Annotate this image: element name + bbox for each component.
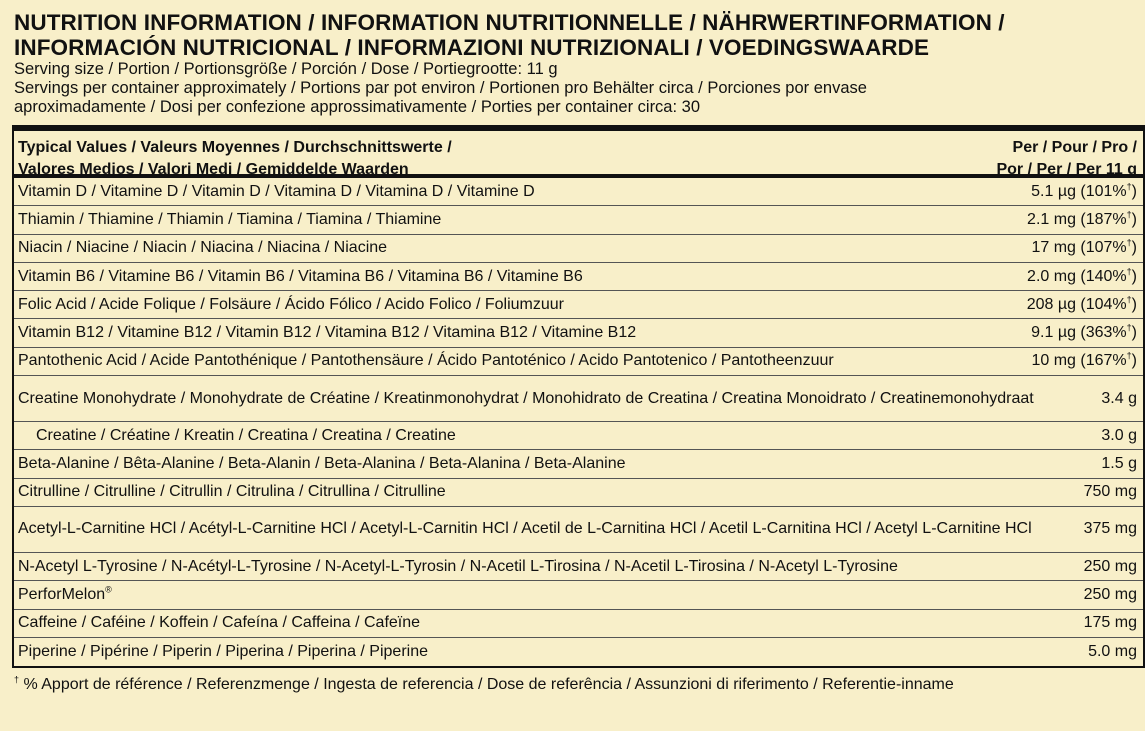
nutrient-name [18, 211, 1017, 229]
header-right-line-1: Per / Pour / Pro / [1012, 139, 1137, 156]
nutrient-name-text: Niacin / Niacine / Niacin / Niacina / Niacina / Niacine [18, 239, 388, 257]
servings-per-container-1: Servings per container approximately / Portions par pot environ / Portionen pro Behälter circa / Porciones por envase [14, 79, 867, 97]
table-row [14, 553, 1143, 581]
header-typical-values [18, 137, 452, 181]
nutrient-value [1021, 324, 1137, 342]
nutrient-name [18, 558, 1074, 576]
closing-paren: ) [1131, 239, 1137, 257]
nutrient-amount: 175 mg [1083, 614, 1137, 632]
nutrient-amount: 3.0 g [1101, 426, 1137, 444]
nutrient-amount: 2.1 mg (187% [1027, 210, 1127, 228]
nutrient-name [18, 455, 1091, 473]
nutrient-amount: 250 mg [1083, 585, 1137, 603]
nutrient-value [1091, 427, 1137, 445]
nutrient-value [1091, 455, 1137, 473]
header-left-line-2: Valores Medios / Valori Medi / Gemiddelde Waarden [18, 161, 409, 178]
table-body [14, 178, 1143, 666]
nutrient-value [1078, 643, 1137, 661]
nutrient-value [1021, 352, 1137, 370]
nutrient-name-text: Pantothenic Acid / Acide Pantothénique / Pantothensäure / Ácido Pantoténico / Acido Pantotenico / Pantotheenzuur [18, 352, 834, 370]
table-row [14, 581, 1143, 609]
nutrient-amount: 3.4 g [1101, 389, 1137, 407]
nutrient-name [18, 296, 1017, 314]
nutrient-name [18, 614, 1074, 632]
table-row [14, 291, 1143, 319]
table-row [14, 235, 1143, 263]
table-row [14, 507, 1143, 553]
nutrient-value [1017, 268, 1137, 286]
nutrient-value [1074, 520, 1137, 538]
nutrient-value [1091, 390, 1137, 408]
nutrient-name-text: Citrulline / Citrulline / Citrullin / Citrulina / Citrullina / Citrulline [18, 483, 446, 501]
nutrient-name [18, 586, 1074, 604]
closing-paren: ) [1131, 352, 1137, 370]
footnote [14, 676, 1131, 694]
closing-paren: ) [1131, 267, 1137, 285]
reference-mark: † [1126, 181, 1132, 192]
nutrient-value [1074, 483, 1137, 501]
table-row [14, 319, 1143, 347]
servings-per-container-2: aproximadamente / Dosi per confezione approssimativamente / Porties per container circa: 30 [14, 98, 701, 116]
table-row [14, 479, 1143, 507]
reference-mark: † [1126, 322, 1132, 333]
reference-mark: † [1126, 237, 1132, 248]
table-row [14, 610, 1143, 638]
footnote-mark: † [14, 674, 20, 685]
nutrient-name-text: Caffeine / Caféine / Koffein / Cafeína / Caffeina / Cafeïne [18, 614, 421, 632]
nutrient-name [18, 427, 1091, 445]
nutrient-name [18, 520, 1074, 538]
nutrient-name-text: Thiamin / Thiamine / Thiamin / Tiamina / Tiamina / Thiamine [18, 210, 442, 228]
nutrient-name [18, 183, 1021, 201]
nutrient-name-text: Acetyl-L-Carnitine HCl / Acétyl-L-Carnitine HCl / Acetyl-L-Carnitin HCl / Acetil de L-Carnitina HCl / Acetil L-Carnitina HCl / Acetyl L-Carnitine HCl [18, 520, 1032, 538]
nutrient-amount: 17 mg (107% [1031, 239, 1127, 257]
closing-paren: ) [1131, 324, 1137, 342]
nutrient-name-text: Piperine / Pipérine / Piperin / Piperina / Piperina / Piperine [18, 643, 428, 660]
title-line-1: NUTRITION INFORMATION / INFORMATION NUTRITIONNELLE / NÄHRWERTINFORMATION / [14, 10, 1005, 35]
nutrient-name-text: Vitamin B6 / Vitamine B6 / Vitamin B6 / Vitamina B6 / Vitamina B6 / Vitamine B6 [18, 267, 583, 285]
nutrient-amount: 750 mg [1083, 483, 1137, 501]
header-right-line-2: Por / Per / Per 11 g [996, 161, 1137, 178]
nutrient-name-text: N-Acetyl L-Tyrosine / N-Acétyl-L-Tyrosine / N-Acetyl-L-Tyrosin / N-Acetil L-Tirosina / N-Acetil L-Tirosina / N-Acetyl L-Tyrosine [18, 557, 898, 575]
nutrient-name-text: Beta-Alanine / Bêta-Alanine / Beta-Alanin / Beta-Alanina / Beta-Alanina / Beta-Alanine [18, 455, 626, 473]
header-per-serving [996, 137, 1137, 181]
nutrient-value [1017, 296, 1137, 314]
closing-paren: ) [1131, 210, 1137, 228]
table-row [14, 638, 1143, 666]
nutrient-value [1021, 239, 1137, 257]
reference-mark: † [1126, 351, 1132, 362]
table-row [14, 450, 1143, 478]
title-line-2: INFORMACIÓN NUTRICIONAL / INFORMAZIONI NUTRIZIONALI / VOEDINGSWAARDE [14, 35, 930, 60]
nutrient-name [18, 324, 1021, 342]
nutrient-amount: 375 mg [1083, 520, 1137, 538]
nutrient-name-text: PerforMelon [18, 585, 106, 603]
serving-size: Serving size / Portion / Portionsgröße / Porción / Dose / Portiegrootte: 11 g [14, 60, 558, 78]
table-row [14, 206, 1143, 234]
nutrient-name-text: Vitamin D / Vitamine D / Vitamin D / Vitamina D / Vitamina D / Vitamine D [18, 182, 535, 200]
nutrient-amount: 5.1 µg (101% [1031, 182, 1127, 200]
nutrient-amount: 208 µg (104% [1026, 295, 1127, 313]
nutrient-name [18, 239, 1021, 257]
nutrient-amount: 9.1 µg (363% [1031, 324, 1127, 342]
nutrient-amount: 2.0 mg (140% [1027, 267, 1127, 285]
closing-paren: ) [1131, 182, 1137, 200]
nutrient-name-text: Vitamin B12 / Vitamine B12 / Vitamin B12 / Vitamina B12 / Vitamina B12 / Vitamine B12 [18, 324, 637, 342]
table-row [14, 348, 1143, 376]
header-left-line-1: Typical Values / Valeurs Moyennes / Durchschnittswerte / [18, 139, 452, 156]
closing-paren: ) [1131, 295, 1137, 313]
table-row [14, 263, 1143, 291]
nutrient-name [18, 390, 1091, 408]
nutrient-value [1074, 558, 1137, 576]
footnote-text: % Apport de référence / Referenzmenge / Ingesta de referencia / Dose de referência / Assunzioni di riferimento / Referentie-inname [19, 676, 954, 694]
nutrient-value [1021, 183, 1137, 201]
nutrient-name-text: Creatine / Créatine / Kreatin / Creatina / Creatina / Creatine [36, 426, 456, 444]
nutrient-amount: 1.5 g [1101, 455, 1137, 473]
nutrient-name [18, 352, 1021, 370]
nutrient-amount: 5.0 mg [1088, 643, 1137, 660]
nutrient-name [18, 483, 1074, 501]
nutrient-name-text: Creatine Monohydrate / Monohydrate de Créatine / Kreatinmonohydrat / Monohidrato de Creatina / Creatina Monoidrato / Creatinemonohydraat [18, 389, 1034, 407]
nutrient-value [1017, 211, 1137, 229]
nutrition-table [12, 125, 1145, 668]
table-row [14, 422, 1143, 450]
nutrient-value [1074, 586, 1137, 604]
table-row [14, 376, 1143, 422]
reference-mark: † [1126, 266, 1132, 277]
nutrient-name-text: Folic Acid / Acide Folique / Folsäure / Ácido Fólico / Acido Folico / Foliumzuur [18, 295, 565, 313]
table-row [14, 178, 1143, 206]
nutrient-amount: 10 mg (167% [1031, 352, 1127, 370]
nutrient-value [1074, 614, 1137, 632]
registered-mark: ® [105, 584, 112, 595]
nutrient-name [18, 268, 1017, 286]
nutrient-name [18, 643, 1078, 661]
reference-mark: † [1126, 294, 1132, 305]
nutrient-amount: 250 mg [1083, 557, 1137, 575]
table-header [14, 131, 1143, 178]
reference-mark: † [1126, 209, 1132, 220]
